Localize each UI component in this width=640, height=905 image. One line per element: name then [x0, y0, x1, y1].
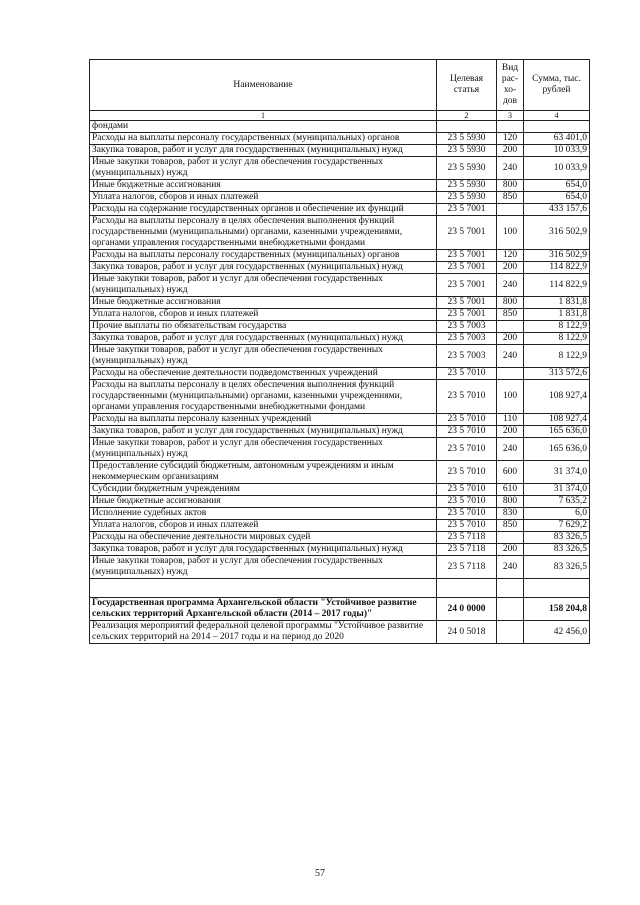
row-sum: 8 122,9: [524, 321, 590, 333]
row-sum: 7 629,2: [524, 520, 590, 532]
row-expense-type: 240: [497, 274, 524, 297]
row-expense-type: 850: [497, 309, 524, 321]
table-row: [90, 621, 590, 644]
row-target-article: 23 5 7010: [437, 461, 497, 484]
row-name: Государственная программа Архангельской области "Устойчивое развитие сельских территорий Архангельской области (2014 – 2017 годы)": [90, 598, 437, 621]
row-target-article: 23 5 7001: [437, 204, 497, 216]
row-name: Иные закупки товаров, работ и услуг для обеспечения государственных (муниципальных) нужд: [90, 157, 437, 180]
table-row: [90, 333, 590, 345]
row-name: Исполнение судебных актов: [90, 508, 437, 520]
row-name: Уплата налогов, сборов и иных платежей: [90, 520, 437, 532]
row-target-article: 23 5 7001: [437, 216, 497, 250]
row-target-article: 23 5 7001: [437, 250, 497, 262]
row-target-article: 23 5 7003: [437, 345, 497, 368]
row-target-article: 23 5 5930: [437, 157, 497, 180]
row-name: Расходы на обеспечение деятельности мировых судей: [90, 532, 437, 544]
row-expense-type: 120: [497, 133, 524, 145]
table-row: [90, 496, 590, 508]
row-sum: [524, 121, 590, 133]
row-sum: 108 927,4: [524, 414, 590, 426]
row-sum: 7 635,2: [524, 496, 590, 508]
page-number: 57: [315, 868, 325, 879]
table-row: [90, 274, 590, 297]
row-target-article: 23 5 7010: [437, 426, 497, 438]
table-row: [90, 145, 590, 157]
row-expense-type: 100: [497, 216, 524, 250]
table-row: [90, 309, 590, 321]
table-row: [90, 438, 590, 461]
column-number: 3: [497, 111, 524, 121]
row-expense-type: 200: [497, 262, 524, 274]
row-name: Расходы на выплаты персоналу государственных (муниципальных) органов: [90, 133, 437, 145]
table-row: [90, 532, 590, 544]
row-target-article: 23 5 7010: [437, 520, 497, 532]
row-sum: 433 157,6: [524, 204, 590, 216]
row-sum: 42 456,0: [524, 621, 590, 644]
row-name: Субсидии бюджетным учреждениям: [90, 484, 437, 496]
row-name: Иные закупки товаров, работ и услуг для обеспечения государственных (муниципальных) нужд: [90, 274, 437, 297]
row-name: Закупка товаров, работ и услуг для государственных (муниципальных) нужд: [90, 426, 437, 438]
row-sum: 654,0: [524, 180, 590, 192]
row-name: Реализация мероприятий федеральной целевой программы "Устойчивое развитие сельских территорий на 2014 – 2017 годы и на период до 2020: [90, 621, 437, 644]
row-expense-type: [497, 532, 524, 544]
row-target-article: 23 5 7003: [437, 333, 497, 345]
row-expense-type: 120: [497, 250, 524, 262]
row-sum: 114 822,9: [524, 262, 590, 274]
row-name: Уплата налогов, сборов и иных платежей: [90, 309, 437, 321]
row-target-article: 23 5 7010: [437, 508, 497, 520]
row-target-article: 23 5 5930: [437, 133, 497, 145]
row-expense-type: 610: [497, 484, 524, 496]
row-target-article: 23 5 5930: [437, 145, 497, 157]
row-name: Иные закупки товаров, работ и услуг для обеспечения государственных (муниципальных) нужд: [90, 438, 437, 461]
row-sum: 31 374,0: [524, 484, 590, 496]
table-row: [90, 297, 590, 309]
row-name: Расходы на выплаты персоналу казенных учреждений: [90, 414, 437, 426]
row-sum: 31 374,0: [524, 461, 590, 484]
row-target-article: 23 5 7010: [437, 438, 497, 461]
row-target-article: 24 0 0000: [437, 598, 497, 621]
table-row: [90, 426, 590, 438]
table-row: [90, 579, 590, 598]
table-row: [90, 262, 590, 274]
row-sum: 316 502,9: [524, 216, 590, 250]
table-header-row: [90, 60, 590, 111]
header-name: Наименование: [90, 60, 437, 111]
row-expense-type: 830: [497, 508, 524, 520]
row-name: Закупка товаров, работ и услуг для государственных (муниципальных) нужд: [90, 333, 437, 345]
row-target-article: [437, 121, 497, 133]
row-expense-type: 240: [497, 345, 524, 368]
row-expense-type: 800: [497, 297, 524, 309]
row-name: Уплата налогов, сборов и иных платежей: [90, 192, 437, 204]
row-sum: 8 122,9: [524, 333, 590, 345]
table-row: [90, 544, 590, 556]
row-expense-type: 200: [497, 544, 524, 556]
header-target-article: Целевая статья: [437, 60, 497, 111]
row-target-article: 23 5 7010: [437, 484, 497, 496]
table-row: [90, 250, 590, 262]
table-row: [90, 157, 590, 180]
row-target-article: 23 5 7010: [437, 414, 497, 426]
row-expense-type: 200: [497, 426, 524, 438]
row-name: Закупка товаров, работ и услуг для государственных (муниципальных) нужд: [90, 544, 437, 556]
table-row: [90, 133, 590, 145]
row-name: Закупка товаров, работ и услуг для государственных (муниципальных) нужд: [90, 262, 437, 274]
row-expense-type: 800: [497, 180, 524, 192]
table-row: [90, 508, 590, 520]
row-target-article: 23 5 7118: [437, 556, 497, 579]
row-expense-type: 110: [497, 414, 524, 426]
budget-table: [89, 59, 590, 644]
row-name: Иные закупки товаров, работ и услуг для обеспечения государственных (муниципальных) нужд: [90, 345, 437, 368]
row-name: фондами: [90, 121, 437, 133]
row-sum: 316 502,9: [524, 250, 590, 262]
row-target-article: 23 5 5930: [437, 192, 497, 204]
row-name: Расходы на выплаты персоналу в целях обеспечения выполнения функций государственными (муниципальными) органами, казенными учреждениями, органами управления государственными внебюджетными фондами: [90, 216, 437, 250]
row-target-article: [437, 579, 497, 598]
row-sum: 10 033,9: [524, 145, 590, 157]
table-body: [90, 121, 590, 644]
row-name: Прочие выплаты по обязательствам государства: [90, 321, 437, 333]
column-number: 4: [524, 111, 590, 121]
row-name: Расходы на выплаты персоналу государственных (муниципальных) органов: [90, 250, 437, 262]
table-row: [90, 216, 590, 250]
row-target-article: 23 5 7010: [437, 380, 497, 414]
row-sum: 165 636,0: [524, 438, 590, 461]
table-row: [90, 192, 590, 204]
table-row: [90, 461, 590, 484]
row-sum: 83 326,5: [524, 556, 590, 579]
row-name: Иные закупки товаров, работ и услуг для обеспечения государственных (муниципальных) нужд: [90, 556, 437, 579]
row-name: Предоставление субсидий бюджетным, автономным учреждениям и иным некоммерческим организациям: [90, 461, 437, 484]
row-name: Расходы на обеспечение деятельности подведомственных учреждений: [90, 368, 437, 380]
row-target-article: 23 5 7003: [437, 321, 497, 333]
row-name: Закупка товаров, работ и услуг для государственных (муниципальных) нужд: [90, 145, 437, 157]
row-sum: 114 822,9: [524, 274, 590, 297]
row-target-article: 23 5 7001: [437, 309, 497, 321]
row-sum: 83 326,5: [524, 544, 590, 556]
row-expense-type: 240: [497, 157, 524, 180]
row-expense-type: 100: [497, 380, 524, 414]
table-row: [90, 484, 590, 496]
row-name: [90, 579, 437, 598]
row-expense-type: 800: [497, 496, 524, 508]
row-expense-type: 600: [497, 461, 524, 484]
column-number: 2: [437, 111, 497, 121]
row-name: Иные бюджетные ассигнования: [90, 297, 437, 309]
table-row: [90, 520, 590, 532]
row-target-article: 23 5 7001: [437, 297, 497, 309]
table-row: [90, 556, 590, 579]
row-sum: 6,0: [524, 508, 590, 520]
row-expense-type: [497, 579, 524, 598]
row-expense-type: 240: [497, 438, 524, 461]
row-name: Иные бюджетные ассигнования: [90, 496, 437, 508]
row-name: Иные бюджетные ассигнования: [90, 180, 437, 192]
row-target-article: 24 0 5018: [437, 621, 497, 644]
row-target-article: 23 5 7001: [437, 274, 497, 297]
row-sum: 108 927,4: [524, 380, 590, 414]
row-sum: 165 636,0: [524, 426, 590, 438]
table-row: [90, 180, 590, 192]
table-row: [90, 121, 590, 133]
row-target-article: 23 5 7010: [437, 368, 497, 380]
row-expense-type: [497, 598, 524, 621]
column-number-row: [90, 111, 590, 121]
row-sum: 63 401,0: [524, 133, 590, 145]
row-expense-type: [497, 368, 524, 380]
row-target-article: 23 5 7001: [437, 262, 497, 274]
table-row: [90, 598, 590, 621]
row-target-article: 23 5 7118: [437, 544, 497, 556]
row-name: Расходы на содержание государственных органов и обеспечение их функций: [90, 204, 437, 216]
row-expense-type: [497, 121, 524, 133]
row-sum: 158 204,8: [524, 598, 590, 621]
row-target-article: 23 5 5930: [437, 180, 497, 192]
row-expense-type: [497, 321, 524, 333]
row-sum: 313 572,6: [524, 368, 590, 380]
table-row: [90, 204, 590, 216]
table-row: [90, 414, 590, 426]
row-expense-type: 850: [497, 520, 524, 532]
row-expense-type: [497, 621, 524, 644]
column-number: 1: [90, 111, 437, 121]
table-row: [90, 380, 590, 414]
row-sum: 1 831,8: [524, 309, 590, 321]
row-sum: 10 033,9: [524, 157, 590, 180]
header-expense-type: Вид рас- хо- дов: [497, 60, 524, 111]
row-sum: [524, 579, 590, 598]
header-sum: Сумма, тыс. рублей: [524, 60, 590, 111]
row-expense-type: 850: [497, 192, 524, 204]
row-target-article: 23 5 7118: [437, 532, 497, 544]
table-row: [90, 321, 590, 333]
row-sum: 1 831,8: [524, 297, 590, 309]
row-expense-type: 240: [497, 556, 524, 579]
row-target-article: 23 5 7010: [437, 496, 497, 508]
row-sum: 8 122,9: [524, 345, 590, 368]
row-name: Расходы на выплаты персоналу в целях обеспечения выполнения функций государственными (муниципальными) органами, казенными учреждениями, органами управления государственными внебюджетными фондами: [90, 380, 437, 414]
row-expense-type: [497, 204, 524, 216]
table-row: [90, 345, 590, 368]
row-sum: 654,0: [524, 192, 590, 204]
row-expense-type: 200: [497, 145, 524, 157]
row-expense-type: 200: [497, 333, 524, 345]
table-row: [90, 368, 590, 380]
row-sum: 83 326,5: [524, 532, 590, 544]
